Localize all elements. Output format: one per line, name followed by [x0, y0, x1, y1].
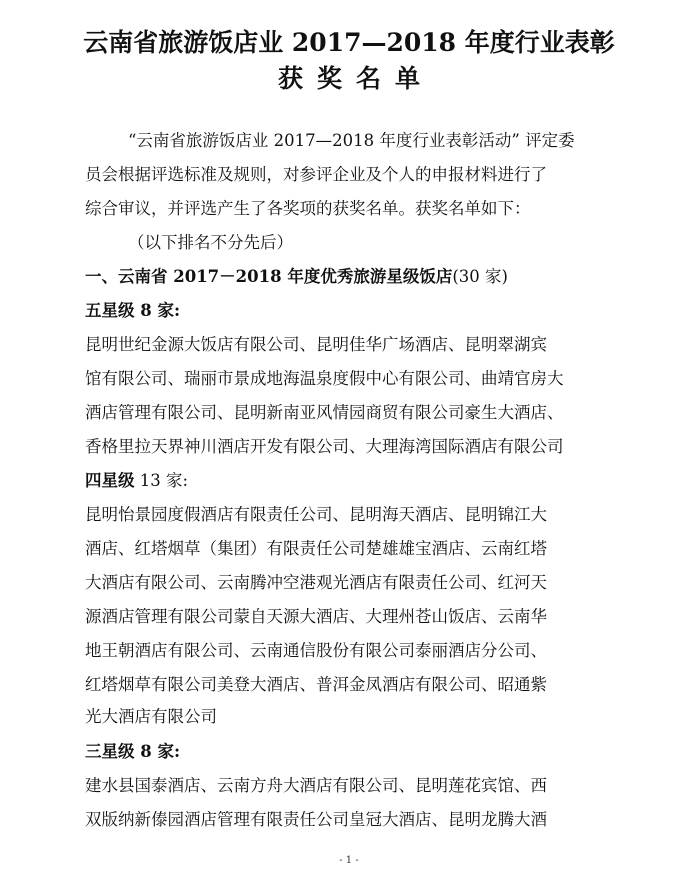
four-star-line: 酒店、红塔烟草（集团）有限责任公司楚雄雄宝酒店、云南红塔	[85, 539, 547, 558]
section-heading-text: 一、云南省 2017－2018 年度优秀旅游星级饭店	[85, 267, 453, 286]
three-star-line: 建水县国泰酒店、云南方舟大酒店有限公司、昆明莲花宾馆、西	[85, 776, 547, 795]
four-star-line: 大酒店有限公司、云南腾冲空港观光酒店有限责任公司、红河天	[85, 573, 547, 592]
five-star-line: 馆有限公司、瑞丽市景成地海温泉度假中心有限公司、曲靖官房大	[85, 369, 564, 388]
page-number: - 1 -	[339, 855, 359, 866]
five-star-line: 酒店管理有限公司、昆明新南亚风情园商贸有限公司豪生大酒店、	[85, 403, 564, 422]
document-subtitle: 获奖名单	[277, 64, 434, 93]
five-star-label: 五星级 8 家:	[85, 301, 181, 320]
section-heading	[85, 266, 508, 288]
five-star-line: 昆明世纪金源大饭店有限公司、昆明佳华广场酒店、昆明翠湖宾	[85, 335, 547, 354]
five-star-line: 香格里拉天界神川酒店开发有限公司、大理海湾国际酒店有限公司	[85, 437, 564, 456]
four-star-line: 昆明怡景园度假酒店有限责任公司、昆明海天酒店、昆明锦江大	[85, 505, 547, 524]
four-star-line: 源酒店管理有限公司蒙自天源大酒店、大理州苍山饭店、云南华	[85, 607, 547, 626]
four-star-line: 光大酒店有限公司	[85, 707, 217, 726]
four-star-line: 地王朝酒店有限公司、云南通信股份有限公司泰丽酒店分公司、	[85, 641, 547, 660]
four-star-line: 红塔烟草有限公司美登大酒店、普洱金凤酒店有限公司、昭通紫	[85, 675, 547, 694]
three-star-label: 三星级 8 家:	[85, 742, 181, 761]
four-star-label	[85, 470, 188, 492]
section-heading-count: (30 家)	[452, 267, 508, 286]
intro-line: 综合审议，并评选产生了各奖项的获奖名单。获奖名单如下：	[85, 199, 531, 218]
intro-note: （以下排名不分先后）	[128, 233, 293, 252]
four-star-count: 13 家:	[134, 471, 189, 490]
three-star-line: 双版纳新傣园酒店管理有限责任公司皇冠大酒店、昆明龙腾大酒	[85, 810, 547, 829]
four-star-label-text: 四星级	[85, 471, 135, 490]
intro-line: 员会根据评选标准及规则，对参评企业及个人的申报材料进行了	[85, 165, 547, 184]
document-title: 云南省旅游饭店业 2017—2018 年度行业表彰	[83, 28, 615, 57]
intro-line: “云南省旅游饭店业 2017—2018 年度行业表彰活动” 评定委	[128, 131, 575, 150]
